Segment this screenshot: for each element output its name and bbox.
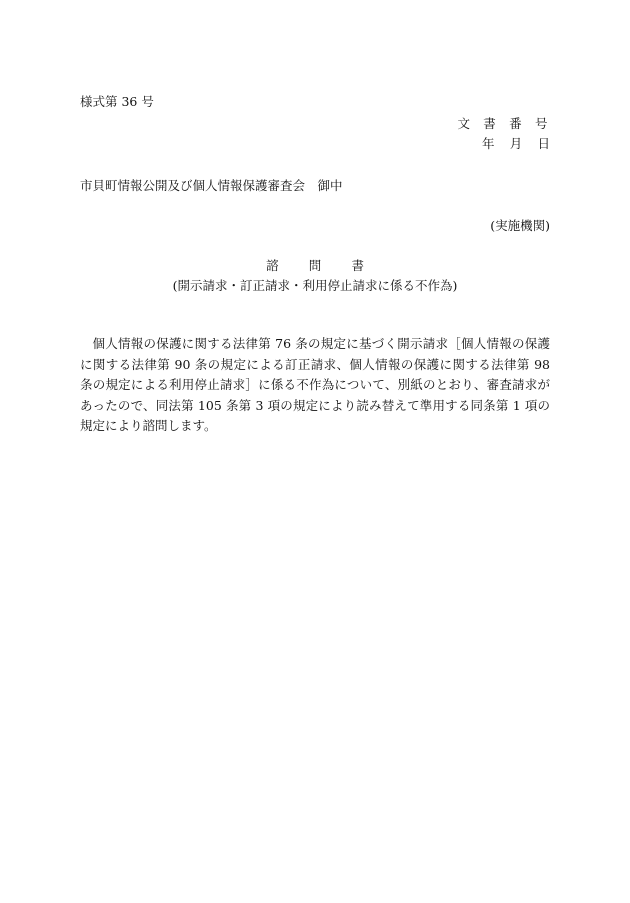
document-title: 諮 問 書 [266, 258, 364, 273]
body-paragraph: 個人情報の保護に関する法律第 76 条の規定に基づく開示請求［個人情報の保護に関する法律第 90 条の規定による訂正請求、個人情報の保護に関する法律第 98 条の規定による利用停止請求］に係る不作為について、別紙のとおり、審査請求があったので、同法第 105 条第 3 項の規定により読み替えて準用する同条第 1 項の規定により諮問します。 [80, 336, 550, 433]
form-number: 様式第 36 号 [80, 94, 154, 109]
addressee: 市貝町情報公開及び個人情報保護審査会 御中 [80, 178, 343, 193]
document-number-label: 文 書 番 号 [457, 116, 550, 131]
implementing-agency: (実施機関) [490, 218, 550, 233]
document-title-row [0, 258, 630, 274]
document-subtitle: (開示請求・訂正請求・利用停止請求に係る不作為) [172, 278, 458, 293]
document-date-label: 年 月 日 [482, 136, 550, 151]
